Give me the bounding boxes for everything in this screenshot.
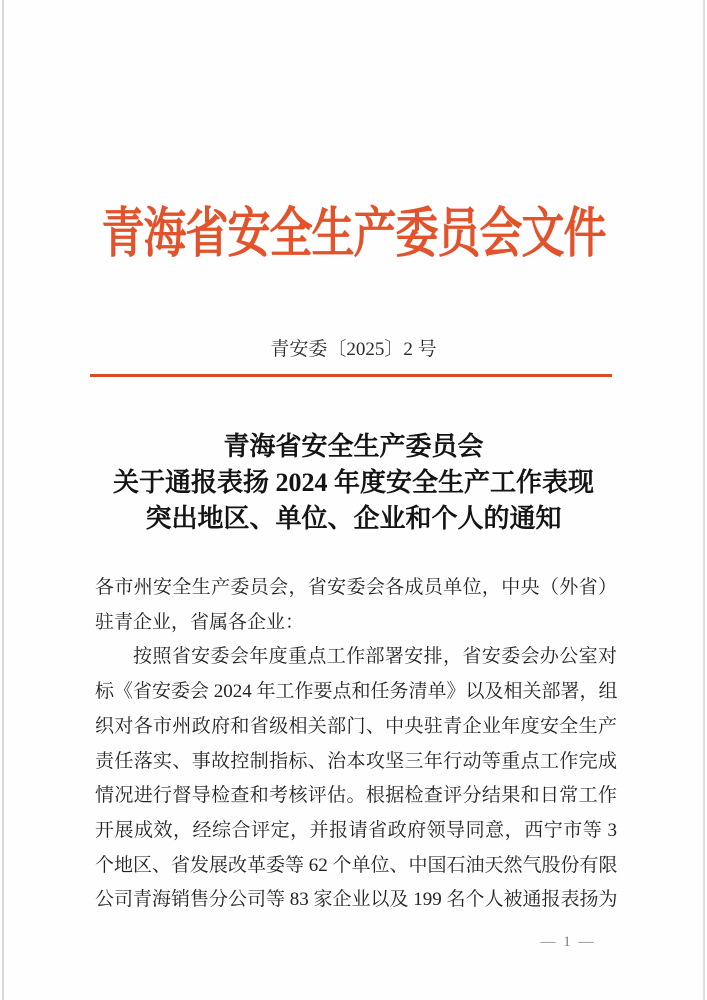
body-line-addressees: 各市州安全生产委员会，省安委会各成员单位，中央（外省） — [95, 577, 617, 598]
body-line: 情况进行督导检查和考核评估。根据检查评分结果和日常工作 — [95, 785, 617, 807]
document-body — [95, 571, 617, 918]
notice-title-line-2: 关于通报表扬 2024 年度安全生产工作表现 — [112, 468, 594, 497]
body-line: 责任落实、事故控制指标、治本攻坚三年行动等重点工作完成 — [95, 750, 617, 772]
document-header-title: 青海省安全生产委员会文件 — [101, 204, 606, 264]
scan-edge-right — [703, 0, 705, 1000]
page-number: — 1 — — [540, 934, 596, 950]
body-line: 公司青海销售分公司等 83 家企业以及 199 名个人被通报表扬为 — [95, 889, 618, 911]
body-line: 按照省安委会年度重点工作部署安排，省安委会办公室对 — [133, 646, 617, 668]
scan-edge-left — [2, 0, 4, 1000]
body-line-addressees-end: 驻青企业，省属各企业： — [95, 611, 305, 633]
body-line: 开展成效，经综合评定，并报请省政府领导同意，西宁市等 3 — [95, 819, 617, 841]
red-divider-line — [90, 374, 612, 377]
body-line: 标《省安委会 2024 年工作要点和任务清单》以及相关部署，组 — [95, 681, 618, 703]
notice-title — [60, 429, 647, 537]
notice-title-line-1: 青海省安全生产委员会 — [223, 432, 484, 461]
body-line: 织对各市州政府和省级相关部门、中央驻青企业年度安全生产 — [95, 715, 617, 737]
body-line: 个地区、省发展改革委等 62 个单位、中国石油天然气股份有限 — [95, 854, 618, 876]
notice-title-line-3: 突出地区、单位、企业和个人的通知 — [145, 504, 562, 533]
document-number: 青安委〔2025〕2 号 — [270, 339, 437, 360]
